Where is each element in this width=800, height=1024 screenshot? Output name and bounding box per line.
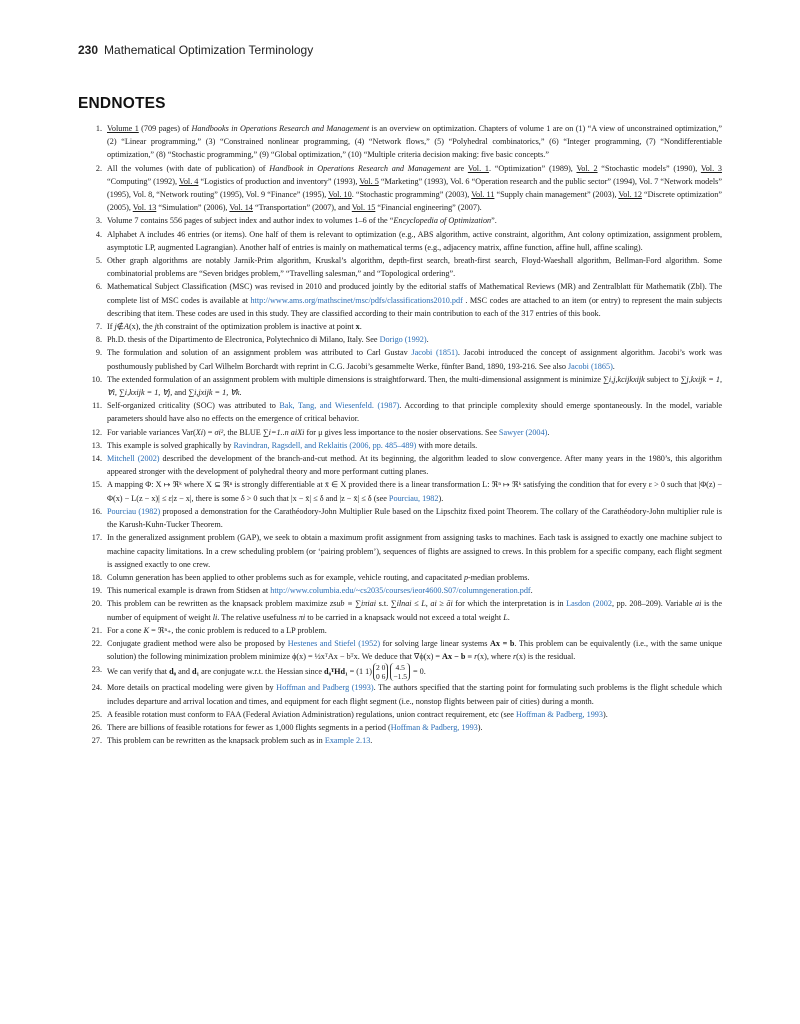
vector-cell: −1.5 bbox=[393, 672, 407, 682]
math-expression: Xi bbox=[195, 427, 204, 437]
note-text: = ℜⁿ₊, the conic problem is reduced to a LP problem. bbox=[149, 625, 327, 635]
link-vol[interactable]: Vol. 5 bbox=[359, 176, 379, 186]
note-text: for solving large linear systems bbox=[380, 638, 491, 648]
note-number: 22. bbox=[91, 638, 102, 648]
running-head bbox=[78, 43, 313, 57]
note-italic: ai bbox=[695, 599, 702, 609]
math-expression: ∑i,jxijk = 1, ∀k bbox=[188, 388, 240, 398]
note-number: 3. bbox=[95, 216, 102, 226]
endnote-21 bbox=[88, 624, 722, 637]
note-text: The formulation and solution of an assignment problem was attributed to Carl Gustav bbox=[107, 348, 412, 358]
endnote-20 bbox=[88, 597, 722, 623]
endnotes-list bbox=[88, 122, 722, 747]
matrix-cell: 6 bbox=[381, 672, 386, 682]
endnote-23 bbox=[88, 663, 722, 681]
endnote-19 bbox=[88, 584, 722, 597]
note-text: We can verify that bbox=[107, 667, 170, 677]
note-text: (x), the bbox=[128, 322, 155, 332]
note-text: “Computing” (1992), bbox=[107, 176, 179, 186]
note-bold: d₁ bbox=[192, 667, 200, 677]
note-text: Ph.D. thesis of the Dipartimento de Electronica, Polytechnico di Milano, Italy. See bbox=[107, 335, 380, 345]
endnote-10 bbox=[88, 373, 722, 399]
note-text: . MSC codes are attached to an item (or entry) to represent the main subjects describing that item. These codes are used in this study. They are classified according to their main contribution to each of the 317 entries of this book. bbox=[107, 295, 722, 318]
note-text: subject to bbox=[644, 374, 681, 384]
note-text: . “Optimization” (1989), bbox=[488, 163, 577, 173]
note-text: for which the interpretation is in bbox=[452, 599, 567, 609]
note-text: “Discrete optimization” (2005), bbox=[107, 190, 722, 213]
note-text: In the generalized assignment problem (GAP), we seek to obtain a maximum profit assignment from assigning tasks to machines. Each task is assigned to exactly one machine subject to machine capacity limitations. In a crew scheduling problem (or ‘pairing problem’), sequences of flights are assigned to crews. In this problem for a specific company, each flight segment is assigned exactly to one crew. bbox=[107, 533, 722, 569]
endnote-25 bbox=[88, 708, 722, 721]
note-text: . The relative usefulness bbox=[217, 612, 299, 622]
note-number: 25. bbox=[91, 709, 102, 719]
note-text: . bbox=[547, 427, 550, 437]
note-text: = (1 1) bbox=[347, 667, 372, 677]
endnote-4 bbox=[88, 228, 722, 254]
citation-link[interactable]: Dorigo (1992) bbox=[379, 335, 427, 345]
note-number: 10. bbox=[91, 374, 102, 384]
note-text: All the volumes (with date of publication) of bbox=[107, 163, 270, 173]
citation-link[interactable]: Jacobi (1865) bbox=[568, 361, 613, 371]
link-volume-1[interactable]: Volume 1 bbox=[107, 124, 139, 133]
note-number: 4. bbox=[95, 229, 102, 239]
note-number: 6. bbox=[95, 282, 102, 292]
note-text: . “Stochastic programming” (2003), bbox=[351, 190, 472, 200]
note-text: . bbox=[612, 361, 615, 371]
note-text: “Logistics of production and inventory” (1993), bbox=[198, 176, 360, 186]
note-text: are conjugate w.r.t. the Hessian since bbox=[199, 667, 325, 677]
note-text: Other graph algorithms are notably Jarnik-Prim algorithm, Kruskal’s algorithm, depth-first search, breath-first search, Floyd-Waeshall algorithm, Bellman-Ford algorithm. Some combinatorial problems are “Seven bridges problem,” “Travelling salesman,” and “Topological ordering”. bbox=[107, 256, 722, 279]
note-text: “Stochastic models” (1990), bbox=[597, 163, 701, 173]
link-vol[interactable]: Vol. 4 bbox=[178, 176, 199, 186]
note-italic: L bbox=[503, 612, 508, 622]
note-bold: Ax = b bbox=[490, 638, 515, 648]
note-italic: j bbox=[114, 322, 117, 332]
citation-link[interactable]: Pourciau (1982) bbox=[107, 506, 161, 516]
page-number: 230 bbox=[78, 43, 99, 57]
note-text: -median problems. bbox=[468, 572, 530, 582]
note-number: 23. bbox=[91, 665, 102, 675]
note-number: 16. bbox=[91, 506, 102, 516]
endnote-9 bbox=[88, 346, 722, 372]
note-text: , pp. 208–209). Variable bbox=[611, 599, 696, 609]
note-text: This problem can be rewritten as the knapsack problem such as in bbox=[107, 736, 325, 746]
note-text: The extended formulation of an assignment problem with multiple dimensions is straightforward. Then, the multi-dimensional assignment is minimize bbox=[107, 374, 604, 384]
note-text: is an overview on optimization. Chapters of volume 1 are on (1) “A view of unconstrained optimization,” (2) “Linear programming,” (3) “Constrained nonlinear programming, (4) “Network flows,” (5) “Polyhedral combinatorics,” (6) “Integer programming, (7) “Nondifferentiable optimization,” (8) “Stochastic programming,” (9) “Global optimization,” (10) “Multiple criteria decision making: five basic concepts.” bbox=[107, 124, 722, 160]
note-number: 9. bbox=[95, 348, 102, 358]
link-vol[interactable]: Vol. 2 bbox=[576, 163, 598, 173]
note-number: 8. bbox=[95, 335, 102, 345]
note-number: 26. bbox=[91, 722, 102, 732]
note-text: Mathematical Subject Classification (MSC) was revised in 2010 and produced jointly by the editorial staffs of Mathematical Reviews (MR) and Zentralblatt für Mathematik (Zbl). The complete list of MSC codes is available at bbox=[107, 282, 722, 305]
math-expression: σi² bbox=[214, 427, 224, 437]
endnote-24 bbox=[88, 681, 722, 707]
endnote-13 bbox=[88, 439, 722, 452]
note-number: 19. bbox=[91, 586, 102, 596]
note-italic: r bbox=[474, 652, 478, 662]
note-italic: r bbox=[512, 652, 517, 662]
note-text: . bbox=[359, 322, 362, 332]
note-text: More details on practical modeling were given by bbox=[107, 683, 277, 693]
note-number: 20. bbox=[91, 599, 102, 609]
note-text: and bbox=[172, 388, 189, 398]
note-number: 14. bbox=[91, 454, 102, 464]
link-vol[interactable]: Vol. 15 bbox=[351, 203, 376, 213]
endnote-5 bbox=[88, 254, 722, 280]
note-text: ) = bbox=[203, 427, 215, 437]
note-text: to be carried in a knapsack would not exceed a total weight bbox=[305, 612, 504, 622]
math-expression: ∑j,kxijk = 1, ∀i, ∑i,kxijk = 1, ∀j, bbox=[107, 374, 723, 398]
endnote-15 bbox=[88, 478, 722, 504]
endnote-11 bbox=[88, 399, 722, 425]
math-expression: ∑ilnai ≤ L, ai ≥ āi bbox=[390, 599, 453, 609]
note-text: Volume 7 contains 556 pages of subject index and author index to volumes 1–6 of the “ bbox=[107, 216, 394, 226]
citation-link[interactable]: Sawyer (2004) bbox=[498, 427, 548, 437]
endnote-22 bbox=[88, 637, 722, 663]
note-number: 13. bbox=[91, 440, 102, 450]
note-text: (709 pages) of bbox=[138, 124, 192, 133]
link-vol[interactable]: Vol. 14 bbox=[229, 203, 253, 213]
note-text: . bbox=[530, 586, 533, 596]
link-vol[interactable]: Vol. 3 bbox=[700, 163, 722, 173]
note-text: For variable variances Var( bbox=[107, 427, 196, 437]
note-italic: j bbox=[154, 322, 157, 332]
note-text: is the number of equipment of weight bbox=[107, 599, 722, 622]
note-text: with more details. bbox=[416, 440, 478, 450]
note-bold: Ax − b bbox=[442, 652, 466, 662]
note-number: 15. bbox=[91, 480, 102, 490]
note-italic: Handbooks in Operations Research and Management bbox=[191, 124, 370, 133]
matrix-cell: 0 bbox=[375, 672, 380, 682]
stidsen-url-link[interactable]: http://www.columbia.edu/~cs2035/courses/ieor4600.S07/columngeneration.pdf bbox=[270, 586, 531, 596]
note-italic: Encyclopedia of Optimization bbox=[393, 216, 492, 226]
math-expression: ∑i,j,kcijkxijk bbox=[603, 374, 645, 384]
note-text: For a cone bbox=[107, 625, 144, 635]
note-text: Self-organized criticality (SOC) was attributed to bbox=[107, 401, 280, 411]
note-text: described the development of the branch-and-cut method. At its beginning, the algorithm leaded to slow convergence. After many years in the 1980’s, this algorithm appeared stronger with the development of polyhedral theory and more performant cutting planes. bbox=[107, 454, 722, 477]
citation-link[interactable]: Bak, Tang, and Wiesenfeld. (1987) bbox=[279, 401, 400, 411]
note-number: 1. bbox=[95, 124, 102, 133]
note-text: (x) is the residual. bbox=[516, 652, 576, 662]
note-text: ”. bbox=[491, 216, 497, 226]
note-text: . bbox=[426, 335, 429, 345]
section-title: ENDNOTES bbox=[78, 95, 166, 112]
matrix-cell: 0 bbox=[381, 663, 386, 673]
citation-link[interactable]: Hestenes and Stiefel (1952) bbox=[287, 638, 381, 648]
citation-link[interactable]: Hoffman and Padberg (1993) bbox=[276, 683, 374, 693]
endnote-6 bbox=[88, 280, 722, 320]
endnote-26 bbox=[88, 721, 722, 734]
note-text: . The authors specified that the starting point for formulating such problems is the flight schedule which includes departure and arrival location and times, and equipment for each flight segment (i.e., nonstop flights between pair of cities) during a month. bbox=[107, 683, 722, 706]
endnote-16 bbox=[88, 505, 722, 531]
citation-link[interactable]: Jacobi (1851) bbox=[411, 348, 458, 358]
endnote-7 bbox=[88, 320, 722, 333]
note-text: “Marketing” (1993), Vol. 6 “Operation research and the public sector” (1994), Vol. 7 “Network models” (1995), Vol. 8, “Network routing” (1995), Vol. 9 “Finance” (1995), bbox=[107, 176, 722, 200]
note-text: “Financial engineering” (2007). bbox=[375, 203, 482, 213]
citation-link[interactable]: Lasdon (2002 bbox=[566, 599, 612, 609]
note-text: . bbox=[370, 736, 373, 746]
citation-link[interactable]: Hoffman & Padberg, 1993 bbox=[515, 709, 603, 719]
vector-cell: 4.5 bbox=[395, 663, 405, 673]
note-number: 24. bbox=[91, 683, 102, 693]
note-number: 18. bbox=[91, 572, 102, 582]
note-text: There are billions of feasible rotations for fewer as 1,000 flights segments in a period ( bbox=[107, 722, 391, 732]
msc-url-link[interactable]: http://www.ams.org/mathscinet/msc/pdfs/classifications2010.pdf bbox=[250, 295, 463, 305]
note-text: proposed a demonstration for the Carathéodory-John Multiplier Rule based on the Lipschitz fixed point Theorem. The collary of the Carathéodory-John multiplier rule is the Karush-Kuhn-Tucker Theorem. bbox=[107, 506, 722, 530]
note-text: . Jacobi introduced the concept of assignment algorithm. Jacobi’s work was posthumously published by Carl Wilhelm Borchardt with reprint in C.G. Jacobi’s gesammelte Werke, fünfter Band, 1890, 193-216. See also bbox=[107, 348, 722, 371]
note-number: 5. bbox=[95, 256, 102, 266]
note-text: . This problem can be equivalently (i.e., with the same unique solution) the following minimization problem minimize ϕ(x) = ½xᵀAx − bᵀx. We deduce that ∇ϕ(x) = bbox=[107, 638, 722, 662]
note-text: Conjugate gradient method were also be proposed by bbox=[107, 638, 288, 648]
note-number: 17. bbox=[91, 533, 102, 543]
citation-link[interactable]: Pourciau, 1982 bbox=[388, 493, 439, 503]
note-text: ∉ bbox=[116, 322, 124, 332]
note-text: “Simulation” (2006), bbox=[156, 203, 230, 213]
note-text: . bbox=[507, 612, 510, 622]
link-vol[interactable]: Vol. 10 bbox=[328, 190, 352, 200]
note-text: If bbox=[107, 322, 115, 332]
endnote-1 bbox=[88, 122, 722, 162]
note-text: s.t. bbox=[376, 599, 391, 609]
note-text: This example is solved graphically by bbox=[107, 440, 234, 450]
note-italic: Handbook in Operations Research and Management bbox=[269, 163, 451, 173]
note-number: 7. bbox=[95, 322, 102, 332]
note-italic: li bbox=[212, 612, 218, 622]
endnote-18 bbox=[88, 571, 722, 584]
math-expression: ∑i=1..n aiXi bbox=[262, 427, 305, 437]
link-vol[interactable]: Vol. 1 bbox=[467, 163, 489, 173]
endnote-8 bbox=[88, 333, 722, 346]
note-number: 12. bbox=[91, 427, 102, 437]
math-expression: zsub ≡ ∑iπiai bbox=[329, 599, 377, 609]
note-text: ). bbox=[477, 722, 483, 732]
note-text: Alphabet A includes 46 entries (or items). One half of them is relevant to optimization (e.g., ABS algorithm, active constraint, algorithm, Ant colony optimization, assignment problem, asymptotic LP, augmented Lagrangian). Another half of entries is mainly on mathematical terms (e.g., adjacency matrix, affine function, affine hull, affine scaling). bbox=[107, 229, 722, 252]
note-text: . According to that principle complexity should emerge spontaneously. In the model, variable parameters should have also no effects on the emergence of critical behavior. bbox=[107, 401, 722, 424]
link-vol[interactable]: Vol. 13 bbox=[132, 203, 157, 213]
note-number: 21. bbox=[91, 625, 102, 635]
endnote-2 bbox=[88, 162, 722, 215]
note-text: This numerical example is drawn from Stidsen at bbox=[107, 586, 271, 596]
example-link[interactable]: Example 2.13 bbox=[324, 736, 371, 746]
note-text: Column generation has been applied to other problems such as for example, vehicle routing, and capacitated bbox=[107, 572, 464, 582]
note-italic: πi bbox=[298, 612, 306, 622]
note-bold: d₀ bbox=[169, 667, 177, 677]
endnote-27 bbox=[88, 734, 722, 747]
endnote-17 bbox=[88, 531, 722, 571]
note-text: . bbox=[239, 388, 242, 398]
note-text: are bbox=[450, 163, 468, 173]
citation-link[interactable]: Ravindran, Ragsdell, and Reklaitis (2006, pp. 485–489) bbox=[233, 440, 417, 450]
note-bold: x bbox=[355, 322, 360, 332]
note-text: ≡ bbox=[465, 652, 475, 662]
link-vol[interactable]: Vol. 12 bbox=[618, 190, 642, 200]
note-bold: d₀ᵀHd₁ bbox=[324, 667, 348, 677]
note-italic: p bbox=[463, 572, 469, 582]
note-text: This problem can be rewritten as the knapsack problem maximize bbox=[107, 599, 330, 609]
endnote-14 bbox=[88, 452, 722, 478]
note-text: th constraint of the optimization problem is inactive at point bbox=[156, 322, 356, 332]
book-title: Mathematical Optimization Terminology bbox=[104, 43, 314, 57]
link-vol[interactable]: Vol. 11 bbox=[471, 190, 495, 200]
note-italic: A bbox=[123, 322, 129, 332]
note-text: A feasible rotation must conform to FAA (Federal Aviation Administration) regulations, union contract requirement, etc (see bbox=[107, 709, 516, 719]
note-text: A mapping Φ: X ↦ ℜᵏ where X ⊆ ℜⁿ is strongly differentiable at x̄ ∈ X provided there is a linear transformation L: ℜⁿ ↦ ℜᵏ satisfying the condition that for every ε > 0 such that |Φ(z) − Φ(x) − L(z − x)| ≤ ε|z − x|, there is some δ > 0 such that |x − x̄| ≤ δ and |z − x̄| ≤ δ (see bbox=[107, 480, 722, 503]
citation-link[interactable]: Hoffman & Padberg, 1993 bbox=[390, 722, 478, 732]
note-number: 2. bbox=[95, 163, 102, 173]
matrix-cell: 2 bbox=[375, 663, 380, 673]
note-text: and bbox=[176, 667, 193, 677]
note-text: ). bbox=[603, 709, 608, 719]
note-text: for μ gives less importance to the nosier observations. See bbox=[304, 427, 499, 437]
note-text: “Supply chain management” (2003), bbox=[494, 190, 619, 200]
endnote-3 bbox=[88, 214, 722, 227]
citation-link[interactable]: Mitchell (2002) bbox=[107, 454, 160, 464]
endnote-12 bbox=[88, 426, 722, 439]
direction-vector bbox=[390, 663, 410, 681]
note-italic: K bbox=[143, 625, 150, 635]
note-text: ). bbox=[438, 493, 444, 503]
note-text: , the BLUE bbox=[223, 427, 263, 437]
note-number: 11. bbox=[92, 401, 102, 411]
note-text: (x), where bbox=[477, 652, 513, 662]
note-number: 27. bbox=[91, 736, 102, 746]
note-text: = 0. bbox=[410, 667, 426, 677]
hessian-matrix bbox=[373, 663, 388, 681]
note-text: “Transportation” (2007), and bbox=[252, 203, 352, 213]
